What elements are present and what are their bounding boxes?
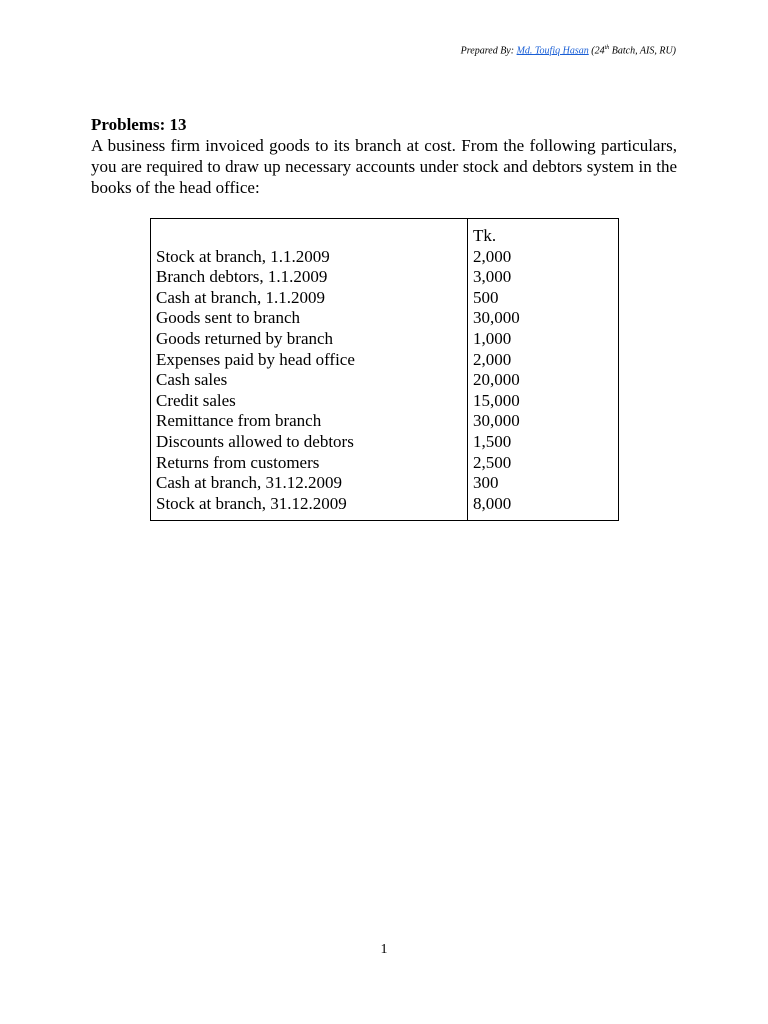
batch-rest: Batch, AIS, RU)	[609, 45, 676, 57]
prepared-by-label: Prepared By:	[460, 45, 517, 57]
particulars-table	[150, 218, 619, 521]
row-amount: 2,500	[473, 452, 512, 472]
batch-superscript: th	[604, 45, 610, 51]
row-amount: 1,000	[473, 328, 512, 348]
page-number: 1	[380, 942, 388, 957]
row-amount: 3,000	[473, 267, 512, 287]
row-amount: 1,500	[473, 431, 512, 451]
row-label: Stock at branch, 1.1.2009	[156, 246, 330, 266]
row-label: Cash at branch, 31.12.2009	[156, 473, 343, 493]
row-amount: 30,000	[473, 308, 520, 328]
row-amount: 8,000	[473, 493, 512, 513]
row-label: Remittance from branch	[156, 411, 322, 431]
row-label: Cash sales	[156, 370, 228, 390]
page-header	[461, 45, 676, 56]
row-amount: 15,000	[473, 390, 520, 410]
particulars-column	[151, 219, 468, 521]
row-amount: 300	[473, 473, 499, 493]
problem-title: Problems: 13	[91, 115, 187, 134]
row-label: Goods returned by branch	[156, 328, 334, 348]
row-label: Branch debtors, 1.1.2009	[156, 267, 328, 287]
row-amount: 2,000	[473, 246, 512, 266]
row-amount: 2,000	[473, 349, 512, 369]
row-amount: 30,000	[473, 411, 520, 431]
table-row	[151, 219, 619, 521]
row-amount: 20,000	[473, 370, 520, 390]
batch-open: (24	[588, 45, 605, 57]
row-label: Credit sales	[156, 390, 236, 410]
row-label: Goods sent to branch	[156, 308, 301, 328]
problem-text: A business firm invoiced goods to its branch at cost. From the following particulars, you are required to draw up necessary accounts under stock and debtors system in the books of the head office:	[91, 136, 677, 197]
blank-header-cell	[156, 226, 462, 247]
row-label: Expenses paid by head office	[156, 349, 355, 369]
amount-column	[468, 219, 619, 521]
author-link[interactable]: Md. Toufiq Hasan	[516, 45, 589, 57]
row-label: Returns from customers	[156, 452, 320, 472]
row-label: Cash at branch, 1.1.2009	[156, 287, 326, 307]
problem-section	[91, 114, 677, 198]
amount-header: Tk.	[473, 226, 497, 245]
row-amount: 500	[473, 287, 499, 307]
row-label: Stock at branch, 31.12.2009	[156, 493, 347, 513]
row-label: Discounts allowed to debtors	[156, 431, 354, 451]
